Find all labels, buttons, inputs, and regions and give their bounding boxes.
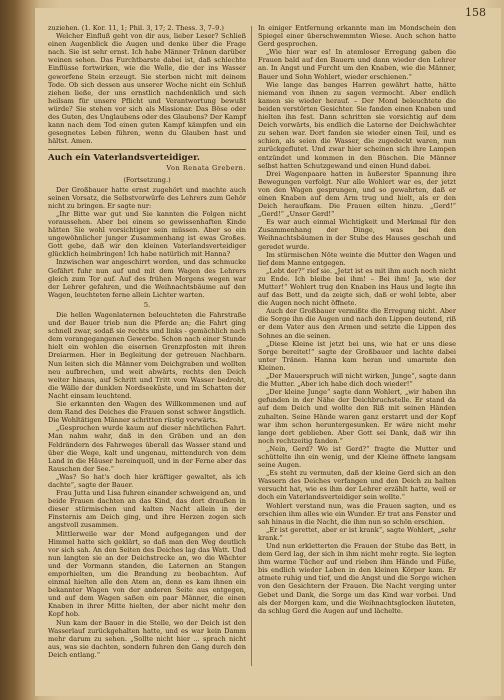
body-paragraph: Auch der Großbauer vermißte die Erregung nicht. Aber die Sorge ihn die Augen und nach den Lippen deutend, riß er dem Vater aus den Armen und setzte die Lippen des Sohnes an die seinen. — [258, 307, 456, 340]
body-paragraph: Es war auch einmal Wichtigkeit und Merkmal für den Zusammenhang der Dinge, was bei den Weihnachtsbäumen in der Stube des Hauses geschah und geredet wurde. — [258, 218, 456, 251]
body-paragraph: Inzwischen war angeschirrt worden, und das schmucke Gefährt fuhr nun auf und mit dem Wagen des Lehrers gleich zum Tor auf. Auf des frühen Morgens wegen war der Lehrer gefahren, und die Weihnachtsbäume auf den Wagen, leuchteten ferne allein Lichter warten. — [48, 258, 246, 299]
column-divider — [251, 26, 252, 666]
body-paragraph: „Diese Kleine ist jetzt bei uns, wie hat er uns diese Sorge bereitet!“ sagte der Großbauer und lachte dabei unter Tränen. Hanna kam heran und umarmte den Kleinen. — [258, 339, 456, 372]
body-paragraph: Die hellen Wagenlaternen beleuchteten die Fahrstraße und der Bauer trieb nun die Pferde an; die Fahrt ging schnell zwar, sodaß sie rechts und links - gemächlich nach dem vorangegangenen Gewerbe. Schon nach einer Stunde hielt ein wohlen die eisernen Grenzpfosten mit ihren Dreiarmen. Hier in Begleitung der getreuen Nachbarn. Nun leiten sich die Männer vom Deichgraben und wollten neu aufbrechen, und weit abwärts, rechts den Deich weiter hinaus, auf Schritt und Tritt vom Wasser bedroht, die Wälle der dunklen Nordseeküste, und im Schatten der Nacht einsam leuchtend. — [48, 311, 246, 400]
body-paragraph: „Gesprochen wurde kaum auf dieser nächtlichen Fahrt. Man nahm wahr, daß in den Gräben und an den Feldrändern des Fahrweges überall das Wasser stand und über die Wege, kalt und ungenau, mittendurch von dem Land in die Häuser hereinquoll, und in der Ferne aber das Rauschen der See.“ — [48, 424, 246, 473]
body-paragraph: Und nun erkletterten die Frauen der Stube das Bett, in dem Gerd lag, der sich in ihm nicht mehr regte. Sie legten ihm warme Tücher auf und rieben ihm Hände und Füße, bis endlich wieder Leben in den kleinen Körper kam. Er atmete ruhig und tief, und die Angst und die Sorge wichen von den Gesichtern der Frauen. Die Nacht verging unter Gebet und Dank, die Sorge um das Kind war vorbei. Und als der Morgen kam, und die Weihnachtsglocken läuteten, da schlug Gerd die Augen auf und lächelte. — [258, 542, 456, 615]
right-column — [258, 24, 456, 615]
body-paragraph: „Was? So hat's doch hier kräftiger gewaltet, als ich dachte“, sagte der Bauer. — [48, 472, 246, 489]
article-headline: Auch ein Vaterlandsverteidiger. — [48, 149, 246, 163]
body-paragraph: Der Großbauer hatte ernst zugehört und machte auch seinen Vorsatz, die Selbstvorwürfe des Lehrers zum Gehör nicht zu bringen. Er sagte nur: — [48, 185, 246, 210]
body-paragraph: In einiger Entfernung erkannte man im Mondschein den Spiegel einer überschwemmten Wiese. Auch schon hatte Gerd gesprochen. — [258, 24, 456, 49]
section-number: 5. — [143, 300, 151, 309]
body-paragraph: „Der kleine Junge“ sagte dann Wohlert, „wir haben ihn gefunden in der Nähe der Deichbruchstelle. Er stand da auf dem Deich und wollte den Riß mit seinen Händen zuhalten. Seine Hände waren ganz erstarrt und der Kopf war ihm schon heruntergesunken. Er wäre nicht mehr lange dort geblieben. Aber Gott sei Dank, daß wir ihn noch rechtzeitig fanden.“ — [258, 388, 456, 445]
body-paragraph: Nun kam der Bauer in die Stelle, wo der Deich ist den Wasserlauf zurückgehalten hatte, und es war kein Damm mehr darum zu sehen. „Sollte nicht hier ... sprach nicht aus, was sie dachten, sondern fuhren den Gang durch den Deich entlang.“ — [48, 618, 246, 659]
body-paragraph: „Es steht zu vermuten, daß der kleine Gerd sich an den Wassern des Deiches verfangen und den Deich zu halten versucht hat, wie es ihm der Lehrer erzählt hatte, weil er doch ein Vaterlandsverteidiger sein wollte.“ — [258, 469, 456, 502]
body-paragraph: Wie lange das banges Harren gewährt hatte, hätte niemand von ihnen zu sagen vermocht. Aber endlich kamen sie wieder herauf. – Der Mond beleuchtete die beiden verstörten Gesichter. Sie fanden einen Knaben und hielten ihn fest. Dann schritten sie vorsichtig auf dem Deich vorwärts, bis endlich die Laterne der Deichwächter zu sehen war. Dort fanden sie wieder einen Teil, und es schien, als seien die Wasser, die zugedeckt waren, nun zurückgeflutet. Und zwar hier scheinen sich ihre Lampen entzündet und kommen in den Büschen. Die Männer selbst hatten Schutzgewand und einen Hund dabei. — [258, 80, 456, 170]
left-column — [48, 24, 246, 659]
body-paragraph: Sie erkannten den Wagen des Willkommenen und auf dem Rand des Deiches die Frauen sonst schwer ängstlich. Die Wohltätigen Männer schritten rüstig vorwärts. — [48, 400, 246, 425]
body-paragraph: „Er ist gerettet, aber er ist krank“, sagte Wohlert, „sehr krank.“ — [258, 525, 456, 542]
continued-note: (Fortsetzung.) — [123, 175, 171, 184]
body-paragraph: „Wie hier war es! In atemloser Erregung gaben die Frauen bald auf den Bauern und dann wieder den Lehrer an. In Angst und Furcht um den Knaben, wie die Männer, Bauer und Sohn Wohlert, wieder erschienen.“ — [258, 48, 456, 81]
article-byline: Von Renata Grebern. — [166, 164, 246, 173]
body-paragraph: „Der Mauerspruch will nicht wirken, Junge“, sagte dann die Mutter. „Aber ich habe dich doch wieder!“ — [258, 372, 456, 389]
body-paragraph: Frau Jutta und Lisa fuhren einander schweigend an, und beide Frauen dachten an das Kind, das dort draußen in dieser stürmischen und kalten Nacht allein in der Finsternis am Deich ging, und ihre Herzen zogen sich angstvoll zusammen. — [48, 489, 246, 530]
body-paragraph: „Ihr Bitte war gut und Sie kannten die Folgen nicht voraussehen. Aber bei einem so gewissenhaften Kinde hätten Sie wohl vorsichtiger sein müssen. Aber so ein ungewöhnlicher junger Zusammenhang ist ewas Großes. Gott gebe, daß wir den kleinen Vaterlandsverteidiger glücklich heimbringen! Ich habe natürlich mit Hanna? — [48, 209, 246, 259]
body-paragraph: Drei Wagenpaare hatten in äußerster Spannung ihre Bewegungen verfolgt. Nur alle Wohlert war es, der jetzt von den Wagen gesprungen, und so gewahrten, daß er einen Knaben auf dem Arm trug und hielt, als er den Deich heraufkam. Die Frauen eilten hinzu. „Gerd!“ „Gerd!“ „Unser Gerd!“ — [258, 169, 456, 219]
page-number: 158 — [465, 6, 486, 19]
intro-paragraph: Welcher Einfluß geht von dir aus, lieber Leser? Schließ einen Augenblick die Augen und denke über die Frage nach. Sie ist sehr ernst. Ich habe Männer Tränen darüber weinen sehen. Das Furchtbarste dabei ist, daß schlechte Einflüsse fortwirken, wie die Welle, die der ins Wasser geworfene Stein erzeugt. Sie sterben nicht mit deinem Tode. Ob sich dessen aus unserer Woche nicht ein Schluß ziehen ließe, der uns ernstlich nachdenklich und sich heilsam für unsere Pflicht und Verantwortung bewußt würde? Sie stehen vor sich als Missionar. Das Böse oder des Guten, des Unglaubens oder des Glaubens? Der Kampf kann nach dem Tod einen guten Kampf kämpfen und ein gesegnetes Leben führen, wenn du Glauben hast und hältst. Amen. — [48, 32, 246, 146]
body-paragraph: Wohlert verstand nun, was die Frauen sagten, und es erschien ihm alles wie ein Wunder. Er trat ans Fenster und sah hinaus in die Nacht, die ihm nun so schön erschien. — [258, 501, 456, 526]
body-paragraph: „Nein, Gerd? Wo ist Gerd?“ fragte die Mutter und schüttelte ihn ein wenig, und der Kleine öffnete langsam seine Augen. — [258, 444, 456, 470]
body-paragraph: Mittlerweile war der Mond aufgegangen und der Himmel hatte sich geklärt, so daß man den Weg deutlich vor sich sah. An den Seiten des Deiches lag das Watt. Und nun langten sie an der Deichstrecke an, wo die Wächter und der Vormann standen, die Laternen an Stangen emporhielten, um die Brandung zu beobachten. Auf einmal hielten alle den Atem an, denn es kam ihnen ein bekannter Wagen von der anderen Seite aus entgegen, und auf dem Wagen saßen ein paar Männer, die einen Knaben in ihrer Mitte hielten, der aber nicht mehr den Kopf hob. — [48, 529, 246, 619]
body-paragraph: „Lebt der?“ rief sie. „Jetzt ist es mit ihm auch noch nicht zu Ende. Ich bleibe bei ihm! – Bei ihm! Ja, wie der Mutter!“ Wohlert trug den Knaben ins Haus und legte ihn auf das Bett, und da zeigte sich, daß er wohl lebte, aber die Augen noch nicht öffnete. — [258, 266, 456, 308]
body-paragraph: Im stürmischen Nöte weinte die Mutter den Wagen und lief dem Manne entgegen. — [258, 250, 456, 267]
intro-paragraph: zuziehen. (1. Kor. 11, 1; Phil. 3, 17; 2. Thess. 3, 7–9.) — [48, 24, 225, 32]
